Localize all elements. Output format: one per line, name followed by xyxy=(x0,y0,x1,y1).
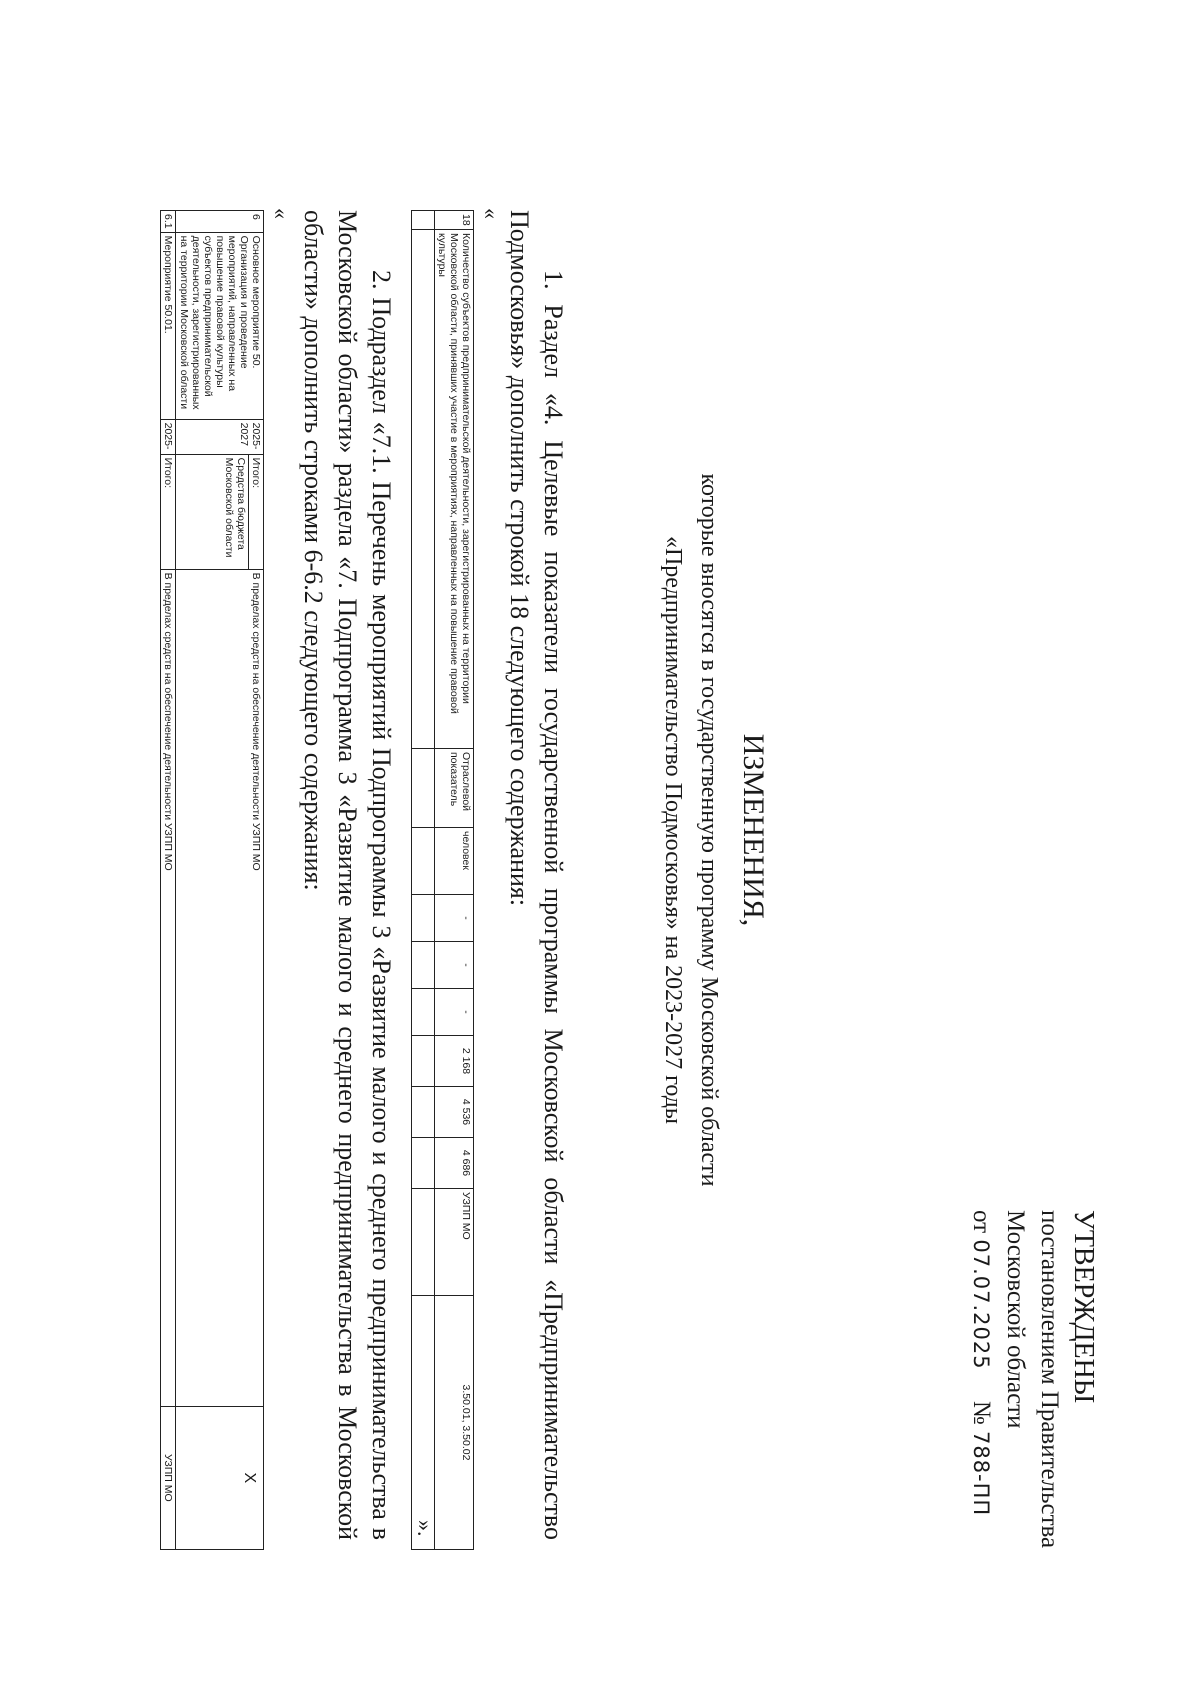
value-1: - xyxy=(435,895,474,942)
funding-text: В пределах средств на обеспечение деятельности УЗПП МО xyxy=(161,569,176,1406)
row-number: 6.1 xyxy=(161,211,176,233)
section-2-open-quote: « xyxy=(269,208,294,219)
number-prefix: № xyxy=(968,1400,995,1425)
value-3: - xyxy=(435,989,474,1036)
approval-number: 788-ПП xyxy=(969,1430,993,1517)
measure-years: 2025-2027 xyxy=(176,419,264,454)
indicators-table xyxy=(411,210,474,1550)
table-row xyxy=(249,211,264,1550)
approval-line-2: Московской области xyxy=(1002,1210,1029,1429)
funding-text: В пределах средств на обеспечение деятельности УЗПП МО xyxy=(176,569,264,1406)
section-1-close-quote: ». xyxy=(413,1520,438,1537)
heading-line-1: которые вносятся в государственную программу Московской области xyxy=(696,473,722,1187)
approval-block xyxy=(964,1210,1100,1548)
table-row xyxy=(435,211,474,1550)
indicator-name: Количество субъектов предпринимательской деятельности, зарегистрированных на территории Московской области, принявших участие в мероприятиях, направленных на повышение правовой культуры xyxy=(435,230,474,749)
document-title: ИЗМЕНЕНИЯ, xyxy=(737,733,770,927)
total-label: Итого: xyxy=(161,454,176,569)
indicator-unit: человек xyxy=(435,828,474,895)
measures-table xyxy=(160,210,264,1550)
value-5: 4 536 xyxy=(435,1087,474,1138)
heading-line-2: «Предпринимательство Подмосковья» на 2023-2027 годы xyxy=(660,535,686,1125)
section-1-text: 1. Раздел «4. Целевые показатели государственной программы Московской области «Предпринимательство Подмосковья» дополнить строкой 18 следующего содержания: xyxy=(505,210,568,1540)
approval-date-line xyxy=(964,1210,998,1548)
row-number: 6 xyxy=(176,211,264,233)
measure-years: 2025- xyxy=(161,419,176,454)
codes: 3.50.01, 3.50.02 xyxy=(435,1296,474,1550)
section-2-text: 2. Подраздел «7.1. Перечень мероприятий Подпрограммы 3 «Развитие малого и среднего предпринимательства в Московской области» раздела «7. Подпрограмма 3 «Развитие малого и среднего предпринимательства в Московской области» дополнить строками 6-6.2 следующего содержания: xyxy=(299,210,396,1540)
responsible: УЗПП МО xyxy=(435,1189,474,1296)
indicator-type: Отраслевой показатель xyxy=(435,749,474,828)
section-1-open-quote: « xyxy=(479,208,504,219)
total-label: Итого: xyxy=(249,454,264,569)
funding-source: Средства бюджета Московской области xyxy=(176,454,249,569)
date-prefix: от xyxy=(968,1210,995,1234)
row-number: 18 xyxy=(435,211,474,230)
measure-name: Мероприятие 50.01. xyxy=(161,232,176,419)
table-row xyxy=(161,211,176,1550)
measure-name: Основное мероприятие 50. Организация и проведение мероприятий, направленных на повышение правовой культуры субъектов предпринимательской деятельности, зарегистрированных на территории Московской области xyxy=(176,232,264,419)
rotated-landscape-page xyxy=(70,80,1110,1580)
result-mark: X xyxy=(176,1406,264,1549)
value-2: - xyxy=(435,942,474,989)
value-6: 4 686 xyxy=(435,1138,474,1189)
approval-date: 07.07.2025 xyxy=(969,1239,993,1370)
approval-title: УТВЕРЖДЕНЫ xyxy=(1068,1210,1099,1404)
responsible: УЗПП МО xyxy=(161,1406,176,1549)
value-4: 2 168 xyxy=(435,1036,474,1087)
approval-line-1: постановлением Правительства xyxy=(1036,1210,1063,1549)
